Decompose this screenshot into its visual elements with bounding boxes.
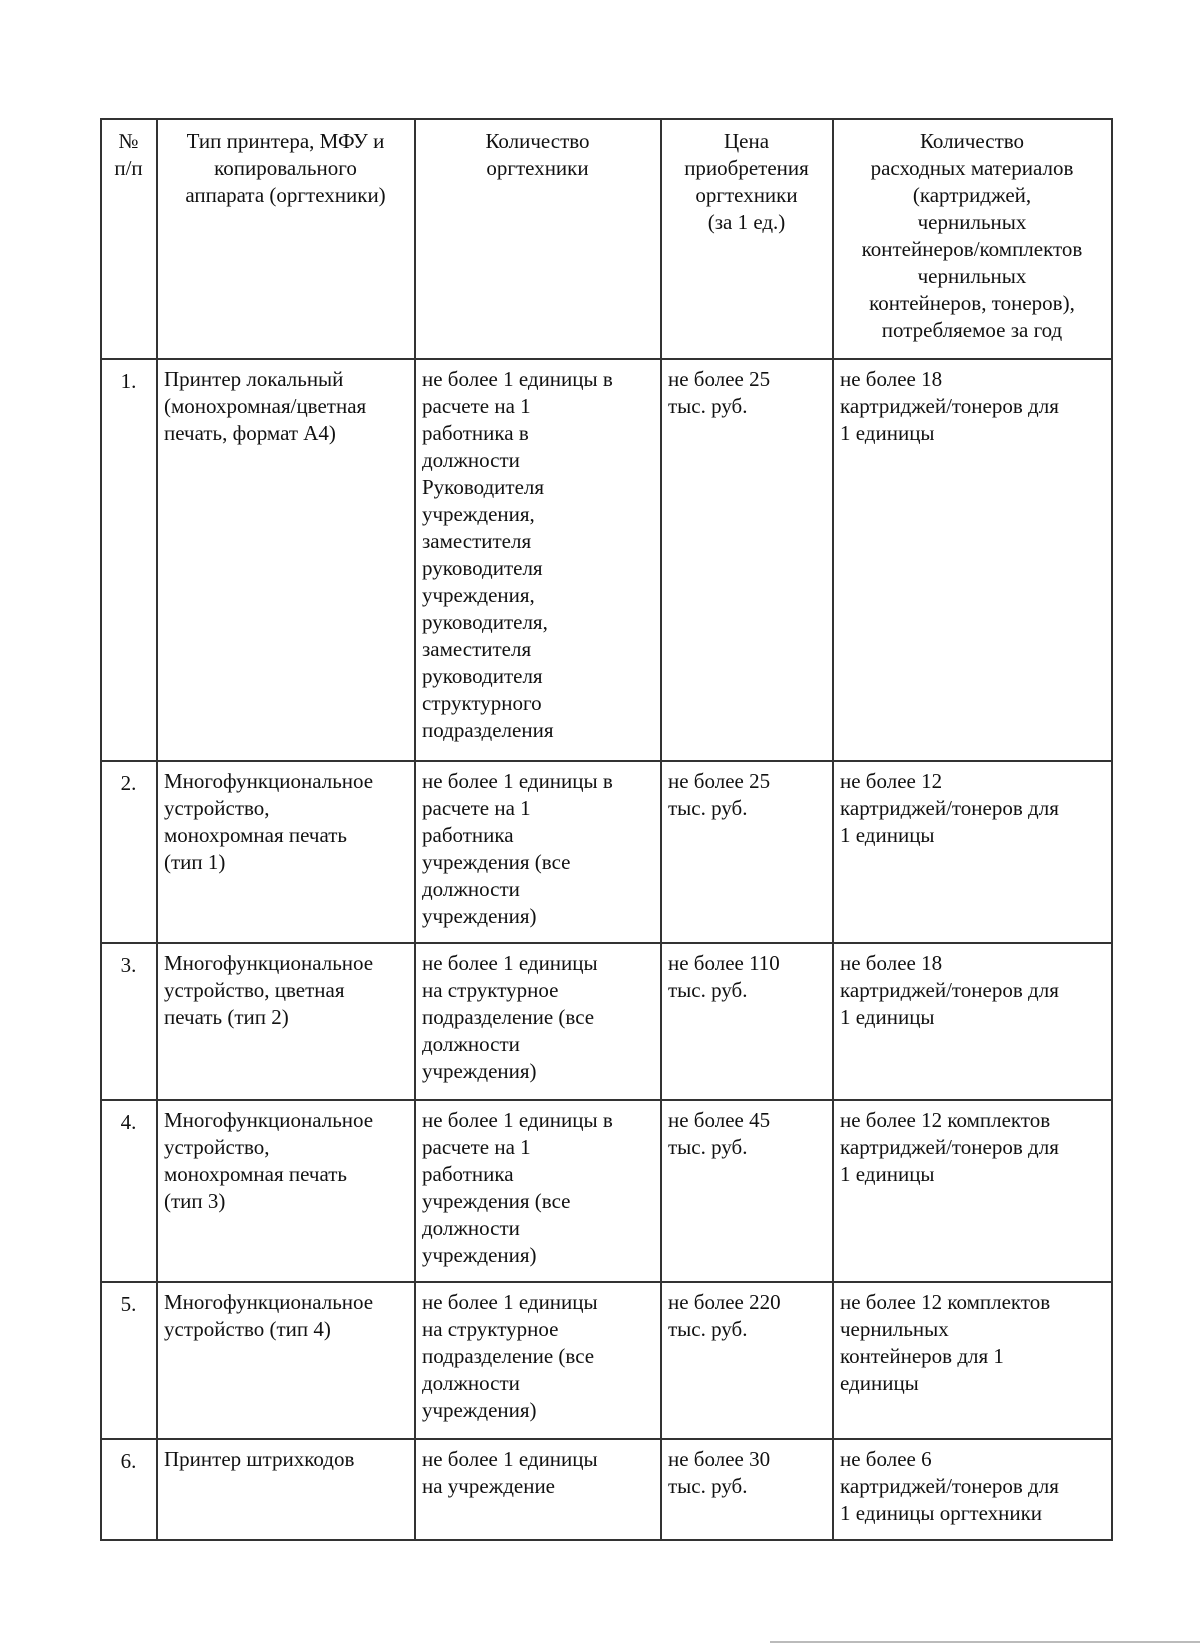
- row-num: 2.: [101, 761, 157, 943]
- row-price: не более 220 тыс. руб.: [661, 1282, 833, 1439]
- row-consumables: не более 18 картриджей/тонеров для 1 единицы: [833, 943, 1112, 1100]
- row-price: не более 25 тыс. руб.: [661, 359, 833, 761]
- table-row: [101, 1100, 1112, 1282]
- table-header: [101, 119, 1112, 359]
- row-quantity: не более 1 единицы в расчете на 1 работника учреждения (все должности учреждения): [415, 761, 661, 943]
- row-quantity: не более 1 единицы на структурное подразделение (все должности учреждения): [415, 1282, 661, 1439]
- row-consumables: не более 18 картриджей/тонеров для 1 единицы: [833, 359, 1112, 761]
- table-row: [101, 359, 1112, 761]
- table-row: [101, 761, 1112, 943]
- row-quantity: не более 1 единицы на структурное подразделение (все должности учреждения): [415, 943, 661, 1100]
- row-quantity: не более 1 единицы в расчете на 1 работника учреждения (все должности учреждения): [415, 1100, 661, 1282]
- row-type: Принтер локальный (монохромная/цветная печать, формат А4): [157, 359, 415, 761]
- row-price: не более 45 тыс. руб.: [661, 1100, 833, 1282]
- header-num: № п/п: [101, 119, 157, 359]
- row-price: не более 30 тыс. руб.: [661, 1439, 833, 1540]
- row-consumables: не более 12 комплектов чернильных контейнеров для 1 единицы: [833, 1282, 1112, 1439]
- row-consumables: не более 6 картриджей/тонеров для 1 единицы оргтехники: [833, 1439, 1112, 1540]
- header-type: Тип принтера, МФУ и копировального аппарата (оргтехники): [157, 119, 415, 359]
- row-quantity: не более 1 единицы на учреждение: [415, 1439, 661, 1540]
- equipment-norms-table: [100, 118, 1113, 1541]
- header-row: [101, 119, 1112, 359]
- table-body: [101, 359, 1112, 1540]
- row-num: 4.: [101, 1100, 157, 1282]
- scan-edge-line: [770, 1641, 1200, 1643]
- row-num: 1.: [101, 359, 157, 761]
- row-num: 5.: [101, 1282, 157, 1439]
- table-row: [101, 1282, 1112, 1439]
- row-price: не более 110 тыс. руб.: [661, 943, 833, 1100]
- row-type: Многофункциональное устройство, монохромная печать (тип 1): [157, 761, 415, 943]
- row-num: 6.: [101, 1439, 157, 1540]
- row-consumables: не более 12 картриджей/тонеров для 1 единицы: [833, 761, 1112, 943]
- row-type: Многофункциональное устройство (тип 4): [157, 1282, 415, 1439]
- header-price: Цена приобретения оргтехники (за 1 ед.): [661, 119, 833, 359]
- row-num: 3.: [101, 943, 157, 1100]
- row-type: Многофункциональное устройство, цветная печать (тип 2): [157, 943, 415, 1100]
- row-type: Принтер штрихкодов: [157, 1439, 415, 1540]
- header-quantity: Количество оргтехники: [415, 119, 661, 359]
- table-row: [101, 1439, 1112, 1540]
- row-type: Многофункциональное устройство, монохромная печать (тип 3): [157, 1100, 415, 1282]
- table-row: [101, 943, 1112, 1100]
- header-consumables: Количество расходных материалов (картриджей, чернильных контейнеров/комплектов чернильных контейнеров, тонеров), потребляемое за год: [833, 119, 1112, 359]
- row-price: не более 25 тыс. руб.: [661, 761, 833, 943]
- row-quantity: не более 1 единицы в расчете на 1 работника в должности Руководителя учреждения, заместителя руководителя учреждения, руководителя, заместителя руководителя структурного подразделения: [415, 359, 661, 761]
- row-consumables: не более 12 комплектов картриджей/тонеров для 1 единицы: [833, 1100, 1112, 1282]
